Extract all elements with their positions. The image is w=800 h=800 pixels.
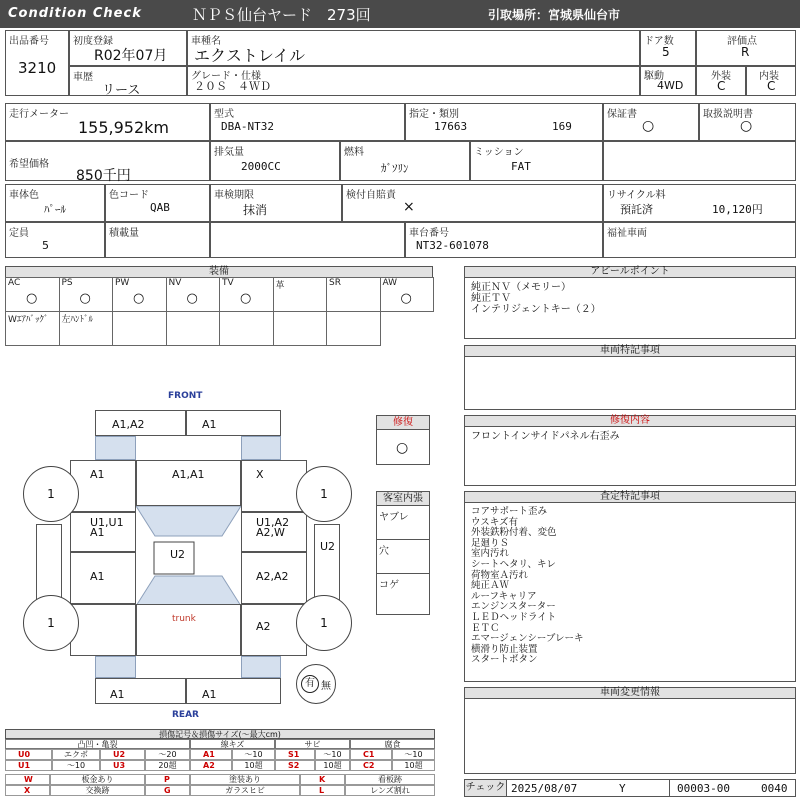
legend-code: U1	[5, 760, 52, 771]
disp-value: 2000CC	[241, 160, 281, 173]
doors-label: ドア数	[644, 36, 674, 47]
welfare-label: 福祉車両	[607, 228, 647, 239]
side-panel-right	[314, 524, 340, 602]
rear-bumper-right	[186, 678, 281, 704]
repair-indicator-label: 修復	[377, 416, 429, 430]
legend-code: A2	[190, 760, 232, 771]
recycle-label: リサイクル料	[607, 190, 666, 201]
front-label: FRONT	[168, 391, 203, 401]
price-box	[5, 141, 210, 184]
equipment-key: 革	[275, 281, 285, 291]
sunroof-none: 無	[321, 680, 331, 692]
legend-desc: 〜10	[392, 749, 435, 760]
grade-label: グレード・仕様	[191, 71, 261, 82]
legend-desc: 10超	[232, 760, 275, 771]
int-value: C	[767, 79, 776, 93]
ext-box	[696, 66, 746, 96]
side-panel-left	[36, 524, 62, 602]
mark-rear-bumper-right: A1	[202, 688, 217, 701]
cabin-item-hole: 穴	[379, 546, 389, 557]
trunk-label: trunk	[172, 614, 196, 624]
inspection-note-line: エマージェンシーブレーキ	[471, 633, 584, 645]
insurance-value: ×	[403, 199, 415, 215]
legend-code: L	[300, 785, 345, 796]
appeal-box	[464, 277, 796, 339]
inspection-box	[210, 184, 342, 222]
inspection-note-line: エンジンスターター	[471, 601, 556, 613]
legend-desc: エクボ	[52, 749, 100, 760]
load-label: 積載量	[109, 228, 139, 239]
legend-code: P	[145, 774, 190, 785]
legend-code: S2	[275, 760, 315, 771]
inspection-note-line: ウスキズ有	[471, 516, 519, 528]
header-right: 引取場所：宮城県仙台市	[488, 8, 621, 22]
mark-fender-left: A1	[90, 468, 105, 481]
color-label: 車体色	[9, 190, 39, 201]
sunroof-icon	[296, 664, 336, 704]
rear-quarter-left	[70, 604, 136, 656]
name-label: 車種名	[191, 36, 221, 47]
hood	[136, 460, 241, 506]
rear-light-left	[95, 656, 136, 678]
equipment-key: TV	[222, 278, 234, 288]
equipment-cell	[5, 277, 60, 312]
repair-indicator-mark: ○	[396, 440, 409, 456]
repair-line: フロントインサイドパネル右歪み	[471, 431, 620, 442]
capacity-value: 5	[42, 239, 49, 252]
inspection-notes-box	[464, 502, 796, 682]
equipment-cell	[273, 311, 328, 346]
appeal-header: アピールポイント	[464, 266, 796, 278]
fuel-box	[340, 141, 470, 181]
score-box	[696, 30, 796, 66]
legend-desc: ガラスヒビ	[190, 785, 300, 796]
change-box	[464, 698, 796, 774]
inspection-note-line: 外装鉄粉付着、変色	[471, 527, 557, 539]
legend-desc: 〜10	[315, 749, 350, 760]
footer-divider	[669, 780, 670, 796]
blank-box-2	[210, 222, 405, 258]
fuel-label: 燃料	[344, 147, 364, 158]
equipment-key: AC	[8, 278, 21, 288]
appeal-line: 純正ＮＶ（メモリー）	[471, 282, 571, 293]
equipment-value: ○	[400, 291, 412, 306]
legend-group: 腐食	[350, 739, 435, 749]
blank-box-1	[603, 141, 796, 181]
mission-box	[470, 141, 603, 181]
equipment-cell	[112, 277, 167, 312]
equipment-cell	[219, 311, 274, 346]
mark-fender-right: X	[256, 468, 264, 481]
mileage-value: 155,952km	[78, 118, 170, 137]
color-code-label: 色コード	[109, 190, 149, 201]
int-label: 内装	[759, 71, 779, 82]
legend-code: U0	[5, 749, 52, 760]
mileage-box	[5, 103, 210, 141]
cabin-divider	[377, 539, 429, 540]
legend-group: 凸凹・亀裂	[5, 739, 190, 749]
cabin-item-tear: ヤブレ	[379, 512, 409, 523]
equipment-key: SR	[329, 278, 341, 288]
mark-hood: A1,A1	[172, 468, 205, 481]
mark-front-door-right: U1,A2 A2,W	[256, 516, 290, 539]
equipment-value: ○	[79, 291, 91, 306]
chassis-value: NT32-601078	[416, 239, 489, 252]
welfare-box	[603, 222, 796, 258]
equipment-key: PS	[61, 278, 73, 288]
drive-box	[640, 66, 696, 96]
equipment-value: ○	[240, 291, 252, 306]
front-bumper-right	[186, 410, 281, 436]
tire-rear-left: 1	[23, 595, 79, 651]
repair-header: 修復内容	[464, 415, 796, 427]
legend-code: W	[5, 774, 50, 785]
special-header: 車両特記事項	[464, 345, 796, 357]
legend-desc: 板金あり	[50, 774, 145, 785]
warranty-value: ○	[642, 118, 655, 134]
disp-label: 排気量	[214, 147, 244, 158]
history-value: リース	[102, 83, 141, 98]
tire-front-right: 1	[296, 466, 352, 522]
check-label: チェック	[465, 780, 507, 796]
lot-box	[5, 30, 69, 96]
color-value: ﾊﾟｰﾙ	[44, 203, 66, 216]
name-box	[187, 30, 640, 66]
code-2: 0040	[761, 782, 788, 795]
int-box	[746, 66, 796, 96]
cert-label: 指定・類別	[409, 109, 459, 120]
inspection-note-line: ＥＴＣ	[471, 622, 500, 634]
history-box	[69, 66, 187, 96]
recycle-fee: 10,120円	[712, 203, 763, 216]
recycle-status: 預託済	[620, 203, 653, 216]
equipment-key: Wｴｱﾊﾞｯｸﾞ	[8, 315, 49, 325]
appeal-line: 純正ＴＶ	[471, 293, 511, 304]
inspection-note-line: 純正ＡＷ	[471, 580, 510, 592]
inspection-value: 抹消	[243, 203, 268, 217]
equipment-key: NV	[168, 278, 182, 288]
legend-title: 損傷記号＆損傷サイズ(〜最大cm)	[5, 729, 435, 739]
name-value: エクストレイル	[194, 46, 306, 65]
disp-box	[210, 141, 340, 181]
inspection-note-line: スタートボタン	[471, 654, 538, 666]
checker: Y	[619, 782, 626, 795]
load-box	[105, 222, 210, 258]
reg-value: R02年07月	[94, 48, 168, 64]
header-center: ＮＰＳ仙台ヤード 273回	[192, 6, 371, 24]
insurance-box	[342, 184, 603, 222]
legend-desc: 10超	[392, 760, 435, 771]
inspection-note-line: シートヘタリ、キレ	[471, 559, 556, 570]
equipment-cell	[219, 277, 274, 312]
capacity-label: 定員	[9, 228, 29, 239]
mark-front-door-left: U1,U1 A1	[90, 516, 124, 539]
legend-group: サビ	[275, 739, 350, 749]
rear-light-right	[241, 656, 281, 678]
repair-indicator	[376, 415, 430, 465]
special-box	[464, 356, 796, 410]
tire-front-left: 1	[23, 466, 79, 522]
score-label: 評価点	[727, 36, 757, 47]
mission-label: ミッション	[474, 147, 524, 158]
legend-desc: 20超	[145, 760, 190, 771]
tire-rear-right: 1	[296, 595, 352, 651]
warranty-label: 保証書	[607, 109, 637, 120]
inspection-note-line: 室内汚れ	[471, 548, 510, 560]
front-light-right	[241, 436, 281, 460]
equipment-cell	[166, 311, 221, 346]
inspection-note-line: ＬＥＤヘッドライト	[471, 612, 557, 623]
manual-box	[699, 103, 796, 141]
doors-value: 5	[662, 45, 670, 59]
legend-desc: 10超	[315, 760, 350, 771]
equipment-key: AW	[382, 278, 398, 288]
inspection-note-line: 横滑り防止装置	[471, 643, 538, 655]
mark-rear-bumper-left: A1	[110, 688, 125, 701]
equipment-key: PW	[115, 278, 130, 288]
fuel-value: ｶﾞｿﾘﾝ	[381, 162, 409, 175]
legend-desc: 〜20	[145, 749, 190, 760]
legend-code: A1	[190, 749, 232, 760]
drive-label: 駆動	[644, 71, 664, 82]
ext-value: C	[717, 79, 726, 93]
lot-number: 3210	[18, 59, 57, 77]
equipment-cell	[380, 277, 435, 312]
equipment-cell	[5, 311, 60, 346]
cert-value-2: 169	[552, 120, 572, 133]
history-label: 車歴	[73, 72, 93, 83]
color-box	[5, 184, 105, 222]
recycle-box	[603, 184, 796, 222]
price-label: 希望価格	[9, 159, 49, 170]
cert-value-1: 17663	[434, 120, 468, 133]
check-date: 2025/08/07	[511, 782, 578, 795]
mark-front-bumper-left: A1,A2	[112, 418, 145, 431]
color-code-box	[105, 184, 210, 222]
equipment-cell	[112, 311, 167, 346]
equipment-header: 装備	[5, 266, 433, 278]
legend-desc: レンズ割れ	[345, 785, 435, 796]
legend-code: G	[145, 785, 190, 796]
equipment-cell	[59, 277, 114, 312]
mark-front-bumper-right: A1	[202, 418, 217, 431]
rear-label: REAR	[172, 710, 199, 720]
cabin-divider	[377, 573, 429, 574]
legend-code: K	[300, 774, 345, 785]
equipment-value: ○	[186, 291, 198, 306]
mileage-label: 走行メーター	[9, 109, 69, 120]
mark-side-right: U2	[320, 540, 336, 553]
grade-value: ２０Ｓ ４ＷＤ	[194, 80, 271, 93]
manual-value: ○	[740, 118, 753, 134]
header-left: Condition Check	[8, 6, 142, 21]
legend-desc: 交換跡	[50, 785, 145, 796]
mission-value: FAT	[511, 160, 531, 173]
trunk-area	[136, 604, 241, 656]
lot-label: 出品番号	[9, 36, 49, 47]
repair-box	[464, 426, 796, 486]
score-value: R	[741, 45, 750, 59]
equipment-value: ○	[133, 291, 145, 306]
equipment-cell	[273, 277, 328, 312]
mark-rear-door-right: A2,A2	[256, 570, 289, 583]
cabin-box	[376, 491, 430, 615]
change-header: 車両変更情報	[464, 687, 796, 699]
model-value: DBA-NT32	[221, 120, 274, 133]
chassis-label: 車台番号	[409, 228, 449, 239]
inspection-note-line: 荷物室Ａ汚れ	[471, 569, 529, 581]
legend-desc: 〜10	[232, 749, 275, 760]
legend-code: C2	[350, 760, 392, 771]
inspection-notes-header: 査定特記事項	[464, 491, 796, 503]
header-bar	[0, 0, 800, 28]
manual-label: 取扱説明書	[703, 109, 753, 120]
legend-desc: 看板跡	[345, 774, 435, 785]
grade-box	[187, 66, 640, 96]
legend-code: X	[5, 785, 50, 796]
chassis-box	[405, 222, 603, 258]
front-light-left	[95, 436, 136, 460]
footer-bar	[464, 779, 796, 797]
sunroof-mark: 有	[301, 675, 319, 693]
capacity-box	[5, 222, 105, 258]
cabin-item-burn: コゲ	[379, 580, 399, 591]
inspection-note-line: ルーフキャリア	[471, 590, 537, 602]
model-box	[210, 103, 405, 141]
reg-box	[69, 30, 187, 66]
cabin-label: 客室内張	[377, 492, 429, 506]
ext-label: 外装	[711, 71, 731, 82]
drive-value: 4WD	[657, 79, 684, 92]
legend-code: S1	[275, 749, 315, 760]
model-label: 型式	[214, 109, 234, 120]
insurance-label: 検付自賠責	[346, 190, 396, 201]
warranty-box	[603, 103, 699, 141]
reg-label: 初度登録	[73, 36, 113, 47]
equipment-cell	[59, 311, 114, 346]
price-value: 850千円	[76, 168, 131, 184]
appeal-line: インテリジェントキー（２）	[471, 304, 601, 315]
legend-code: U3	[100, 760, 145, 771]
legend-desc: 塗装あり	[190, 774, 300, 785]
legend-desc: 〜10	[52, 760, 100, 771]
mark-rear-door-left: A1	[90, 570, 105, 583]
equipment-value: ○	[26, 291, 38, 306]
mark-roof: U2	[170, 548, 186, 561]
equipment-cell	[326, 277, 381, 312]
equipment-cell	[166, 277, 221, 312]
rear-bumper-left	[95, 678, 186, 704]
cert-box	[405, 103, 603, 141]
equipment-cell	[326, 311, 381, 346]
roof-glass	[136, 506, 241, 606]
color-code-value: QAB	[150, 201, 170, 214]
inspection-label: 車検期限	[214, 190, 254, 201]
code-1: 00003-00	[677, 782, 730, 795]
legend-group: 線キズ	[190, 739, 275, 749]
inspection-note-line: コアサポート歪み	[471, 506, 548, 517]
equipment-key: 左ﾊﾝﾄﾞﾙ	[61, 315, 94, 325]
inspection-note-line: 足廻りＳ	[471, 537, 510, 549]
doors-box	[640, 30, 696, 66]
mark-quarter-right: A2	[256, 620, 271, 633]
legend-code: U2	[100, 749, 145, 760]
legend-code: C1	[350, 749, 392, 760]
